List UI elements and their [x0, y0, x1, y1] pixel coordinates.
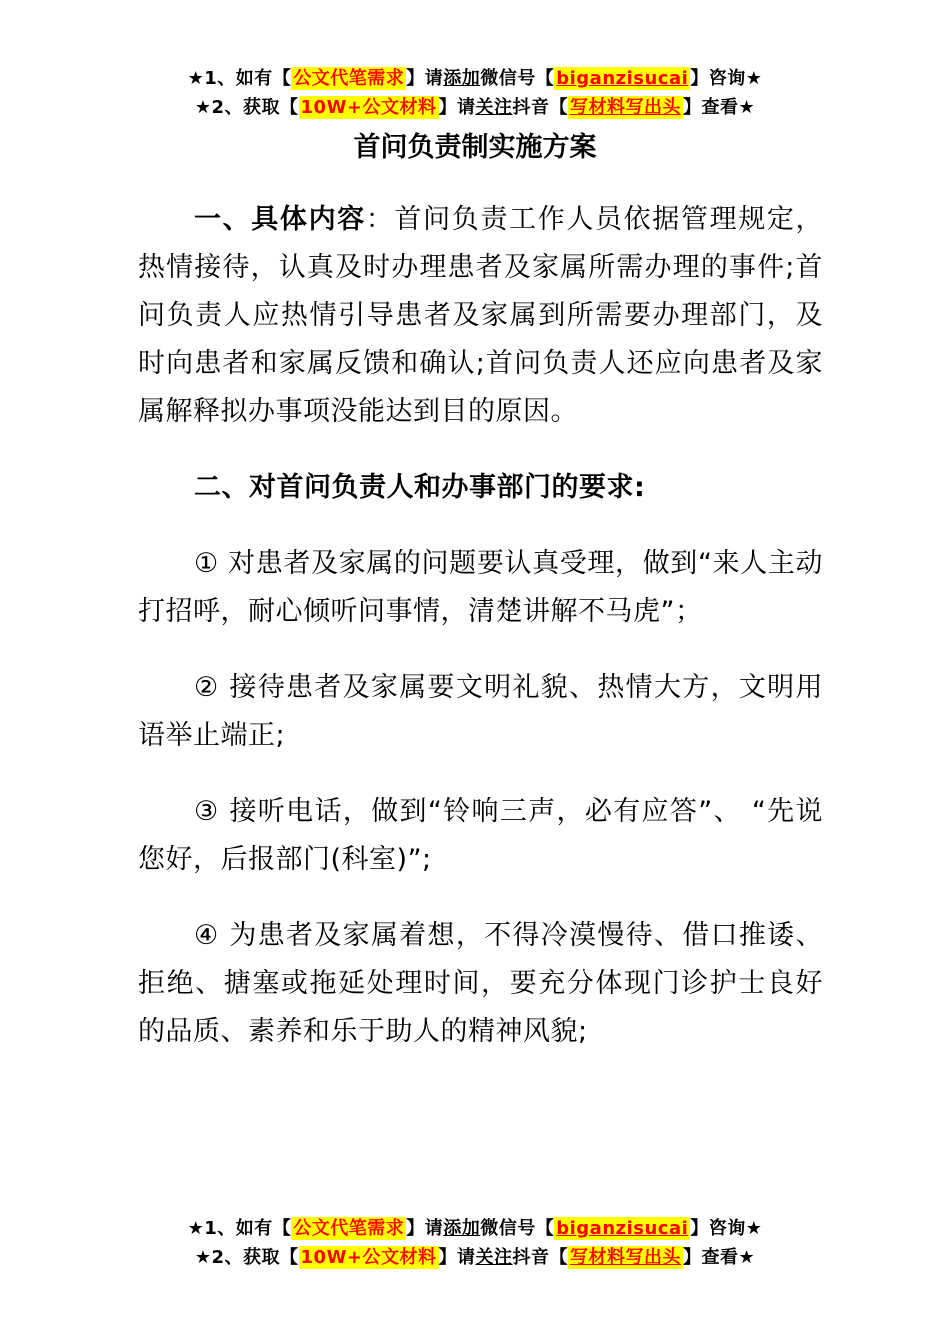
section-1-colon: ： — [365, 204, 395, 235]
promo-underline-follow: 关注 — [475, 97, 513, 118]
promo-text: 微信号【 — [480, 1218, 555, 1239]
promo-wechat-id: biganzisucai — [556, 68, 689, 89]
promo-text: 抖音【 — [512, 1247, 569, 1268]
promo-text: 】咨询★ — [690, 1218, 763, 1239]
promo-underline-follow: 关注 — [475, 1247, 513, 1268]
promo-text: 】咨询★ — [690, 68, 763, 89]
promo-highlight-materials: 10W+公文材料 — [300, 97, 437, 118]
promo-text: ★2、获取【 — [194, 97, 299, 118]
promo-footer-line-1 — [0, 1214, 950, 1243]
promo-text: ★2、获取【 — [194, 1247, 299, 1268]
section-1-text: 首问负责工作人员依据管理规定，热情接待，认真及时办理患者及家属所需办理的事件;首问负责人应热情引导患者及家属到所需要办理部门，及时向患者和家属反馈和确认;首问负责人还应向患者及家属解释拟办事项没能达到目的原因。 — [138, 204, 824, 427]
promo-text: ★1、如有【 — [187, 68, 292, 89]
list-item-4: ④ 为患者及家属着想，不得冷漠慢待、借口推诿、拒绝、搪塞或拖延处理时间，要充分体现门诊护士良好的品质、素养和乐于助人的精神风貌; — [138, 920, 823, 1047]
list-item-3: ③ 接听电话，做到“铃响三声，必有应答”、 “先说您好，后报部门(科室)”; — [138, 796, 823, 875]
promo-text: 】请 — [438, 1247, 476, 1268]
section-1-lead: 一、具体内容 — [194, 204, 366, 235]
promo-text: 抖音【 — [512, 97, 569, 118]
promo-highlight-materials: 10W+公文材料 — [300, 1247, 437, 1268]
section-2-heading: 二、对首问负责人和办事部门的要求: — [194, 472, 646, 503]
promo-header-line-2 — [0, 93, 950, 122]
promo-text: 】查看★ — [683, 97, 756, 118]
promo-header — [0, 0, 950, 122]
promo-douyin-id: 写材料写出头 — [570, 97, 682, 118]
promo-highlight-service: 公文代笔需求 — [293, 68, 405, 89]
list-item-2: ② 接待患者及家属要文明礼貌、热情大方，文明用语举止端正; — [138, 672, 823, 751]
promo-footer — [0, 1214, 950, 1272]
document-title: 首问负责制实施方案 — [353, 132, 597, 163]
list-item-1: ① 对患者及家属的问题要认真受理，做到“来人主动打招呼，耐心倾听问事情，清楚讲解不马虎”； — [138, 548, 823, 627]
promo-text: 】请 — [438, 97, 476, 118]
promo-douyin-id: 写材料写出头 — [570, 1247, 682, 1268]
paragraph-section-1 — [138, 196, 823, 436]
promo-header-line-1 — [0, 64, 950, 93]
promo-text: 】请 — [406, 1218, 444, 1239]
promo-text: 】请 — [406, 68, 444, 89]
promo-highlight-service: 公文代笔需求 — [293, 1218, 405, 1239]
promo-text: 】查看★ — [683, 1247, 756, 1268]
document-body — [0, 196, 950, 1056]
promo-underline-add: 添加 — [443, 68, 481, 89]
promo-footer-line-2 — [0, 1243, 950, 1272]
promo-wechat-id: biganzisucai — [556, 1218, 689, 1239]
promo-text: 微信号【 — [480, 68, 555, 89]
promo-underline-add: 添加 — [443, 1218, 481, 1239]
promo-text: ★1、如有【 — [187, 1218, 292, 1239]
